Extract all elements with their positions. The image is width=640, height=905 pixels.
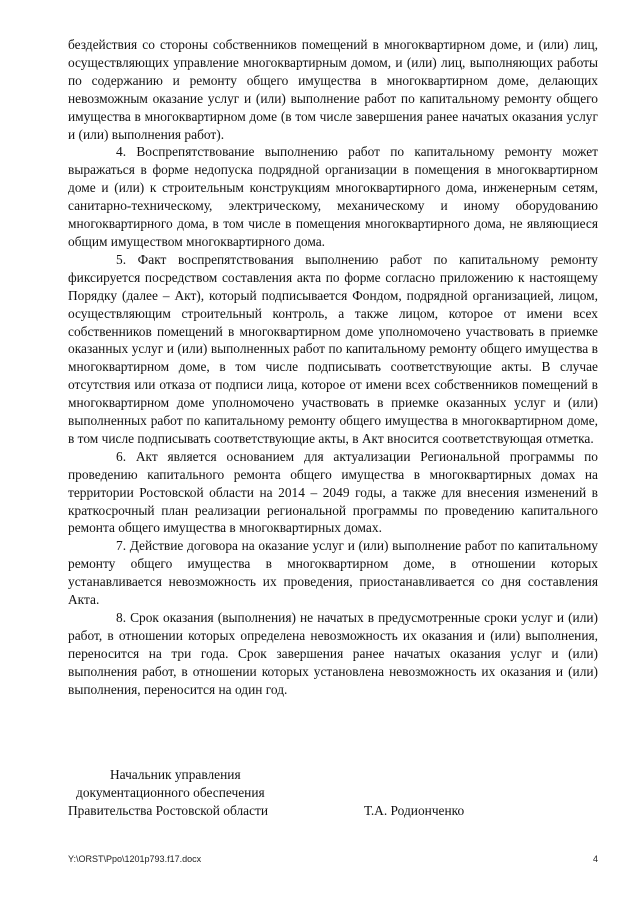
paragraph-5: 5. Факт воспрепятствования выполнению работ по капитальному ремонту фиксируется посредством составления акта по форме согласно приложению к настоящему Порядку (далее – Акт), который подписывается Фондом, подрядной организацией, лицом, осуществляющим строительный контроль, а также лицом, которое от имени всех собственников помещений в многоквартирном доме уполномочено участвовать в приемке оказанных услуг и (или) выполненных работ по капитальному ремонту общего имущества в многоквартирном доме, в том числе подписывать соответствующие акты. В случае отсутствия или отказа от подписи лица, которое от имени всех собственников помещений в многоквартирном доме уполномочено участвовать в приемке оказанных услуг и (или) выполненных работ по капитальному ремонту общего имущества в многоквартирном доме, в том числе подписывать соответствующие акты, в Акт вносится соответствующая отметка.: [68, 251, 598, 446]
paragraph-continuation: бездействия со стороны собственников помещений в многоквартирном доме, и (или) лиц, осуществляющих управление многоквартирным домом, и (или) лиц, выполняющих работы по содержанию и ремонту общего имущества в многоквартирном доме, делающих невозможным оказание услуг и (или) выполнение работ по капитальному ремонту общего имущества в многоквартирном доме (в том числе завершения ранее начатых оказания услуг и (или) выполнения работ).: [68, 37, 598, 142]
paragraph-6: 6. Акт является основанием для актуализации Региональной программы по проведению капитального ремонта общего имущества в многоквартирных домах на территории Ростовской области на 2014 – 2049 годы, а также для внесения изменений в краткосрочный план реализации региональной программы по проведению капитального ремонта общего имущества в многоквартирных домах.: [68, 448, 598, 536]
page-footer: [68, 854, 598, 868]
paragraph-8: 8. Срок оказания (выполнения) не начатых в предусмотренные сроки услуг и (или) работ, в отношении которых определена невозможность их оказания и (или) выполнения, переносится на три года. Срок завершения ранее начатых оказания услуг и (или) выполнения работ, в отношении которых установлена невозможность их оказания и (или) выполнения, переносится на один год.: [68, 610, 598, 697]
signature-title-line-1: Начальник управления: [110, 767, 241, 782]
page-number: 4: [592, 854, 598, 864]
signatory-name: Т.А. Родионченко: [364, 803, 465, 818]
signature-title-line-2: документационного обеспечения: [76, 785, 265, 800]
signature-title-line-3: Правительства Ростовской области: [68, 803, 269, 818]
paragraph-4: 4. Воспрепятствование выполнению работ по капитальному ремонту может выражаться в форме недопуска подрядной организации в помещения в многоквартирном доме и (или) к строительным конструкциям многоквартирного дома, инженерным сетям, санитарно-техническому, электрическому, механическому и иному оборудованию многоквартирного дома, в том числе в помещения многоквартирного дома, не являющиеся общим имуществом многоквартирного дома.: [68, 144, 598, 249]
signature-block: [68, 766, 598, 820]
paragraph-7: 7. Действие договора на оказание услуг и (или) выполнение работ по капитальному ремонту общего имущества в многоквартирном доме, в отношении которых устанавливается невозможность их проведения, приостанавливается со дня составления Акта.: [68, 538, 598, 608]
file-path: Y:\ORST\Ppo\1201p793.f17.docx: [68, 854, 202, 864]
document-body: [68, 36, 598, 699]
